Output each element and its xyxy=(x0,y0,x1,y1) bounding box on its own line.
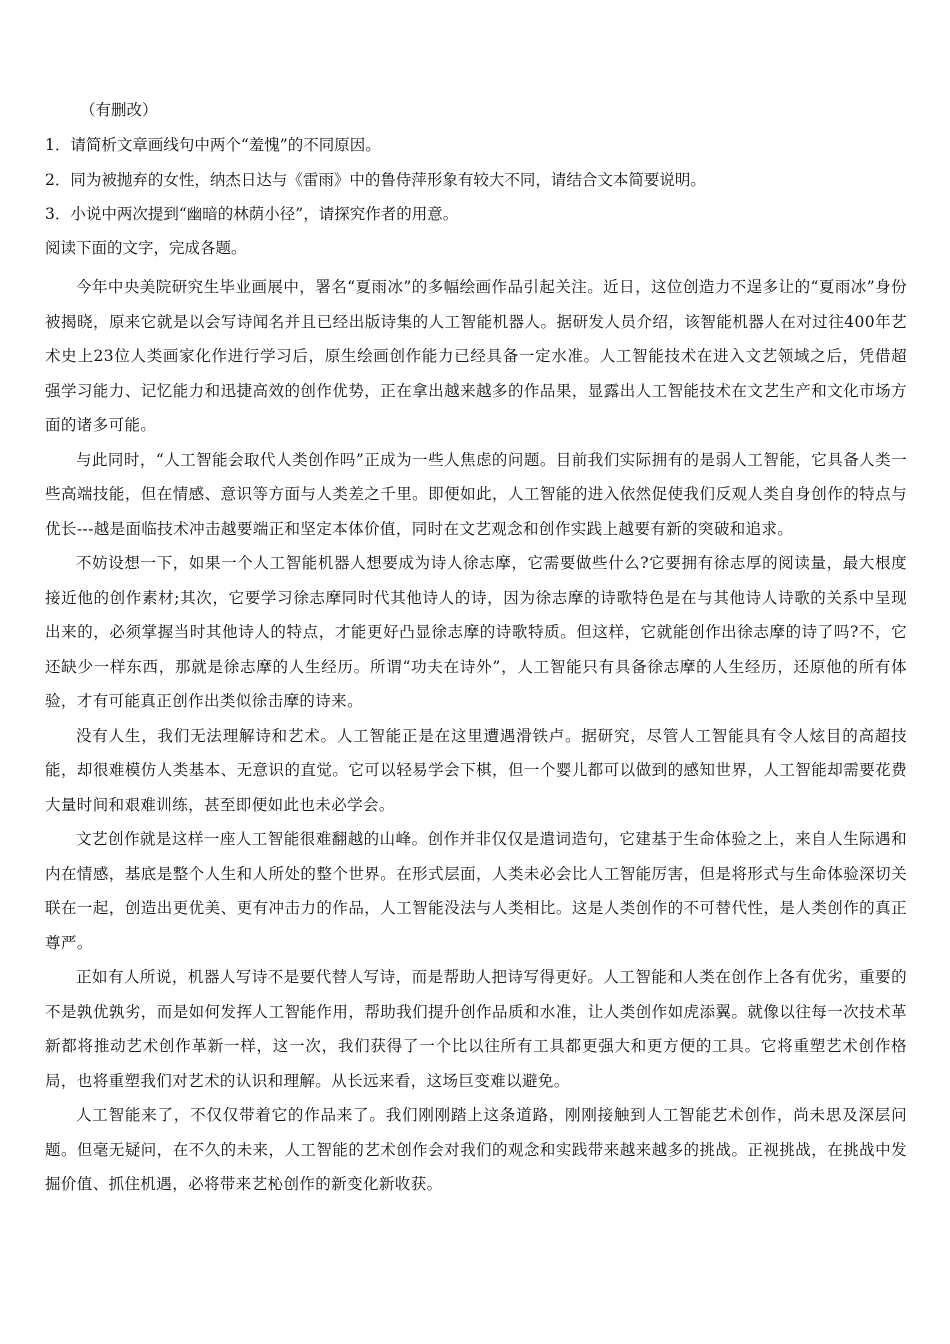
article-body xyxy=(45,270,907,1202)
question-1: 1．请简析文章画线句中两个“羞愧”的不同原因。 xyxy=(45,136,381,154)
paragraph-5: 文艺创作就是这样一座人工智能很难翻越的山峰。创作并非仅仅是遣词造句，它建基于生命体验之上，来自人生际遇和内在情感，基底是整个人生和人所处的整个世界。在形式层面，人类未必会比人工智能厉害，但是将形式与生命体验深切关联在一起，创造出更优美、更有冲击力的作品，人工智能没法与人类相比。这是人类创作的不可替代性，是人类创作的真正尊严。 xyxy=(45,830,907,952)
paragraph-6: 正如有人所说，机器人写诗不是要代替人写诗，而是帮助人把诗写得更好。人工智能和人类在创作上各有优劣，重要的不是孰优孰劣，而是如何发挥人工智能作用，帮助我们提升创作品质和水准，让人类创作如虎添翼。就像以往每一次技术革新都将推动艺术创作革新一样，这一次，我们获得了一个比以往所有工具都更强大和更方便的工具。它将重塑艺术创作格局，也将重塑我们对艺术的认识和理解。从长远来看，这场巨变难以避免。 xyxy=(45,968,907,1090)
paragraph-1: 今年中央美院研究生毕业画展中，署名“夏雨冰”的多幅绘画作品引起关注。近日，这位创造力不逞多让的“夏雨冰”身份被揭晓，原来它就是以会写诗闻名并且已经出版诗集的人工智能机器人。据研发人员介绍，该智能机器人在对过往400年艺术史上23位人类画家化作进行学习后，原生绘画创作能力已经具备一定水准。人工智能技术在进入文艺领域之后，凭借超强学习能力、记忆能力和迅捷高效的创作优势，正在拿出越来越多的作品果，显露出人工智能技术在文艺生产和文化市场方面的诸多可能。 xyxy=(45,278,907,434)
paragraph-2: 与此同时，“人工智能会取代人类创作吗”正成为一些人焦虑的问题。目前我们实际拥有的是弱人工智能，它具备人类一些高端技能，但在情感、意识等方面与人类差之千里。即便如此，人工智能的进入依然促使我们反观人类自身创作的特点与优长---越是面临技术冲击越要端正和坚定本体价值，同时在文艺观念和创作实践上越要有新的突破和追求。 xyxy=(45,450,907,538)
question-2: 2．同为被抛弃的女性，纳杰日达与《雷雨》中的鲁侍萍形象有较大不同，请结合文本简要说明。 xyxy=(45,171,706,189)
paragraph-7: 人工智能来了，不仅仅带着它的作品来了。我们刚刚踏上这条道路，刚刚接触到人工智能艺术创作，尚未思及深层问题。但毫无疑问，在不久的未来，人工智能的艺术创作会对我们的观念和实践带来越来越多的挑战。正视挑战，在挑战中发掘价值、抓住机遇，必将带来艺杺创作的新变化新收获。 xyxy=(45,1106,907,1193)
edit-note: （有删改） xyxy=(80,101,158,119)
paragraph-3: 不妨设想一下，如果一个人工智能机器人想要成为诗人徐志摩，它需要做些什么?它要拥有徐志厚的阅读量，最大根度接近他的创作素材;其次，它要学习徐志摩同时代其他诗人的诗，因为徐志摩的诗歌特色是在与其他诗人诗歌的关系中呈现出来的，必须掌握当时其他诗人的特点，才能更好凸显徐志摩的诗歌特质。但这样，它就能创作出徐志摩的诗了吗?不，它还缺少一样东西，那就是徐志摩的人生经历。所谓“功夫在诗外”，人工智能只有具备徐志摩的人生经历，还原他的所有体验，才有可能真正创作出类似徐击摩的诗来。 xyxy=(45,554,907,710)
reading-instruction: 阅读下面的文字，完成各题。 xyxy=(45,239,247,257)
paragraph-4: 没有人生，我们无法理解诗和艺术。人工智能正是在这里遭遇滑铁卢。据研究，尽管人工智能具有令人炫目的高超技能，却很难模仿人类基本、无意识的直觉。它可以轻易学会下棋，但一个婴儿都可以做到的感知世界，人工智能却需要花费大量时间和艰难训练，甚至即便如此也未必学会。 xyxy=(45,726,907,814)
question-3: 3．小说中两次提到“幽暗的林荫小径”，请探究作者的用意。 xyxy=(45,205,459,223)
